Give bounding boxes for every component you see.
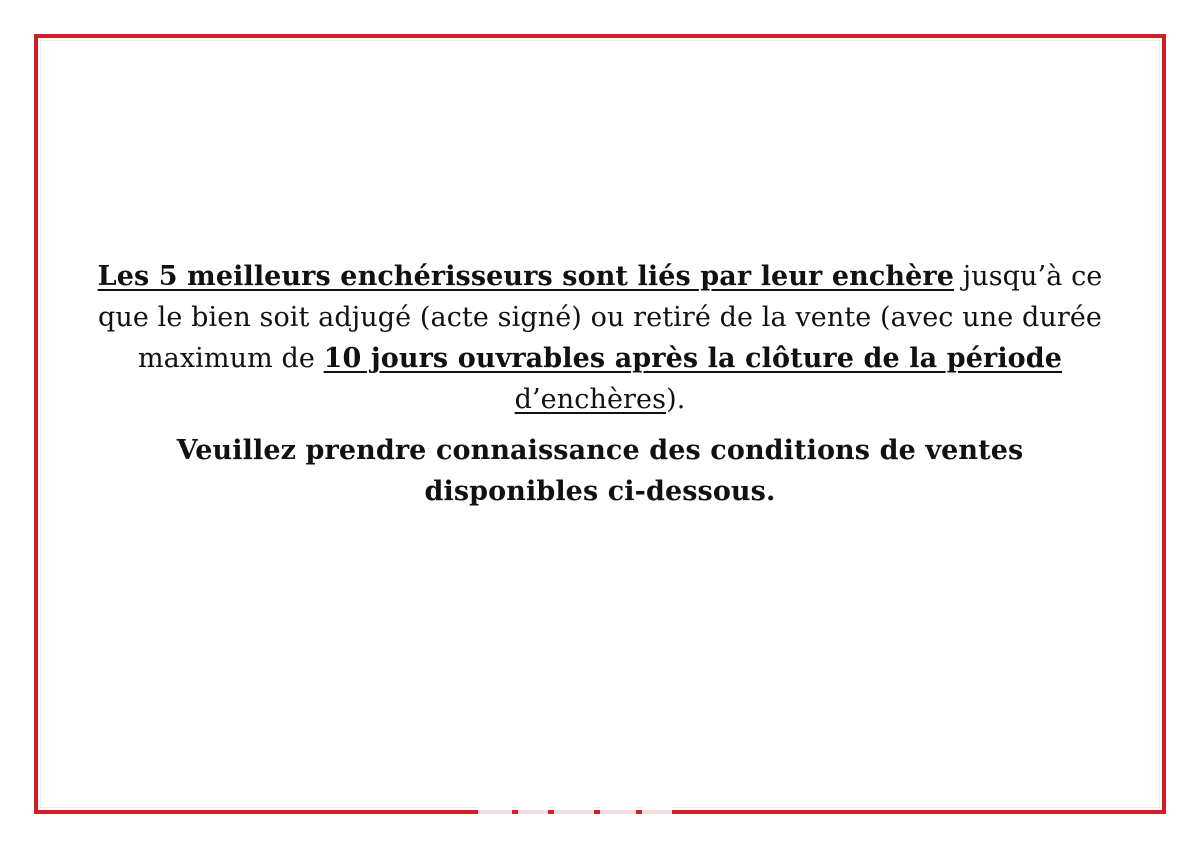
watermark-block (518, 796, 548, 818)
watermark-block (642, 796, 672, 818)
notice-paragraph-conditions: Veuillez prendre connaissance des conditions de ventes disponibles ci-dessous. (176, 435, 1024, 507)
auction-notice (90, 256, 1110, 512)
watermark-block (554, 796, 594, 818)
paragraph-closing: ). (666, 384, 686, 415)
notice-paragraph-binding-terms (90, 256, 1110, 420)
max-duration-statement: 10 jours ouvrables après la clôture de la période (323, 343, 1063, 374)
top-bidders-statement: Les 5 meilleurs enchérisseurs sont liés par leur enchère (97, 261, 955, 292)
watermark-block (478, 796, 512, 818)
watermark-block (600, 796, 636, 818)
watermark-fragment (478, 796, 678, 818)
bidding-period-word: d’enchères (514, 384, 667, 415)
binding-duration-text: jusqu’à ce que le bien soit adjugé (acte signé) ou retiré de la vente (avec une durée maximum de (98, 261, 1103, 374)
